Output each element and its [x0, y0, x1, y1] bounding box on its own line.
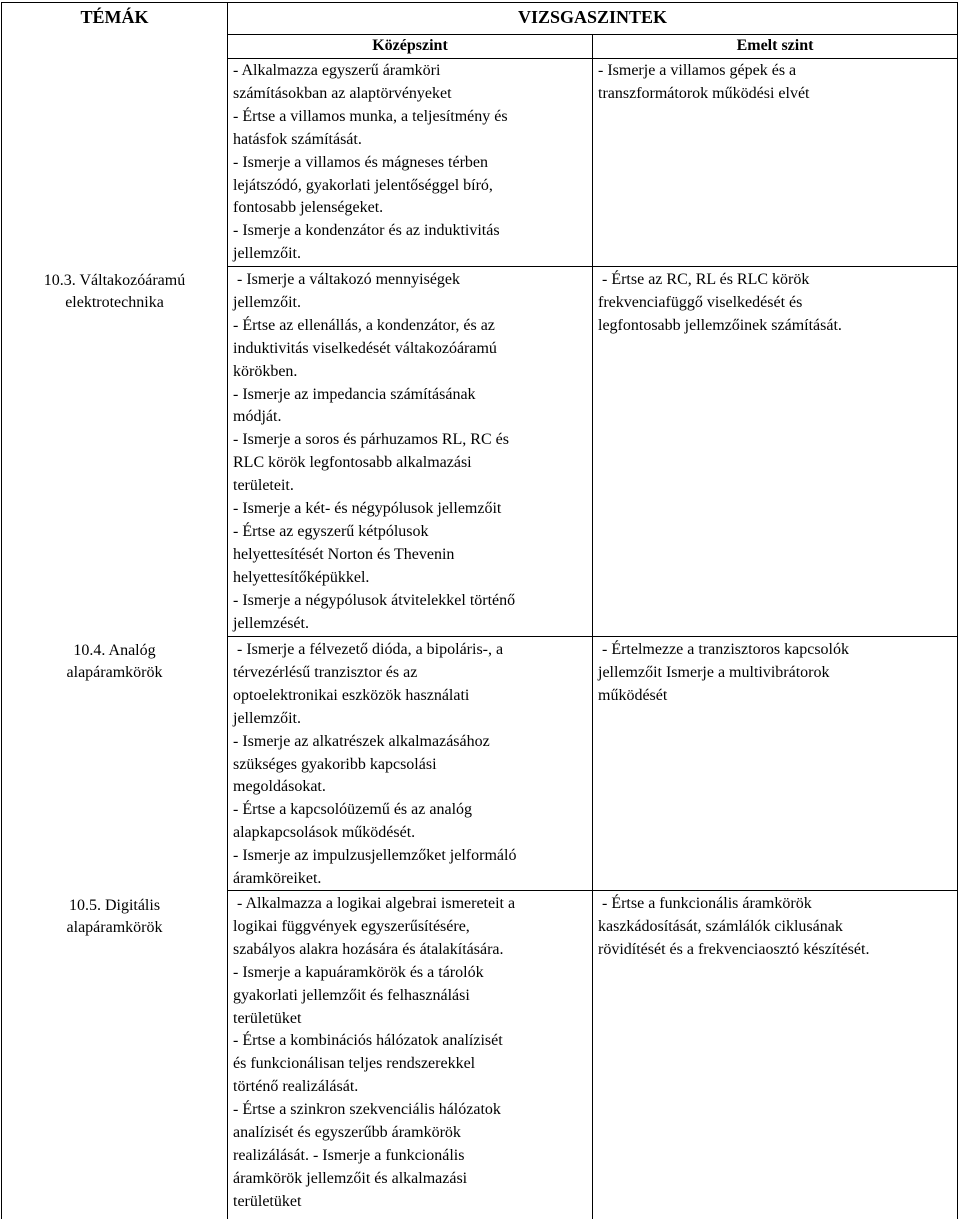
- header-divider: [227, 34, 958, 35]
- row-1-adv-level-text: - Ismerje a villamos gépek és a transzformátorok működési elvét: [598, 62, 810, 102]
- row-4-adv-level-text: - Értse a funkcionális áramkörök kaszkádosítását, számlálók ciklusának rövidítését és a frekvenciaosztó készítését.: [598, 895, 870, 958]
- exam-levels-header: VIZSGASZINTEK: [517, 7, 668, 27]
- adv-level-header: Emelt szint: [736, 37, 814, 54]
- row-1-mid-level-text: - Alkalmazza egyszerű áramköri számításokban az alaptörvényeket - Értse a villamos munka, a teljesítmény és hatásfok számítását. - Ismerje a villamos és mágneses térben lejátszódó, gyakorlati jelentőséggel bíró, fontosabb jelenségeket. - Ismerje a kondenzátor és az induktivitás jellemzőit.: [233, 62, 508, 263]
- topics-header: TÉMÁK: [80, 7, 149, 27]
- row-2-mid-level-text: - Ismerje a váltakozó mennyiségek jellemzőit. - Értse az ellenállás, a kondenzátor, és az induktivitás viselkedését váltakozóáramú körökben. - Ismerje az impedancia számításának módját. - Ismerje a soros és párhuzamos RL, RC és RLC körök legfontosabb alkalmazási területeit. - Ismerje a két- és négypólusok jellemzőit - Értse az egyszerű kétpólusok helyettesítését Norton és Thevenin helyettesítőképükkel. - Ismerje a négypólusok átvitelekkel történő jellemzését.: [233, 271, 516, 632]
- topic-10-5: 10.5. Digitális alapáramkörök: [66, 897, 163, 936]
- topic-10-4: 10.4. Analóg alapáramkörök: [66, 642, 163, 681]
- mid-level-header: Középszint: [372, 37, 448, 54]
- subheader-divider: [227, 58, 958, 59]
- column-divider-topics: [227, 2, 228, 1219]
- row-2-adv-level-text: - Értse az RC, RL és RLC körök frekvenciafüggő viselkedését és legfontosabb jellemzőinek számítását.: [598, 271, 842, 334]
- table-border-top: [1, 2, 958, 3]
- row-3-adv-level-text: - Értelmezze a tranzisztoros kapcsolók jellemzőit Ismerje a multivibrátorok működését: [598, 641, 849, 704]
- topic-10-3: 10.3. Váltakozóáramú elektrotechnika: [43, 272, 186, 311]
- row-divider-2: [227, 636, 958, 637]
- column-divider-levels: [592, 34, 593, 1219]
- row-3-mid-level-text: - Ismerje a félvezető dióda, a bipoláris-, a térvezérlésű tranzisztor és az optoelektronikai eszközök használati jellemzőit. - Ismerje az alkatrészek alkalmazásához szükséges gyakoribb kapcsolási megoldásokat. - Értse a kapcsolóüzemű és az analóg alapkapcsolások működését. - Ismerje az impulzusjellemzőket jelformáló áramköreiket.: [233, 641, 517, 888]
- row-4-mid-level-text: - Alkalmazza a logikai algebrai ismereteit a logikai függvények egyszerűsítésére, szabályos alakra hozására és átalakítására. - Ismerje a kapuáramkörök és a tárolók gyakorlati jellemzőit és felhasználási területüket - Értse a kombinációs hálózatok analízisét és funkcionálisan teljes rendszerekkel történő realizálását. - Értse a szinkron szekvenciális hálózatok analízisét és egyszerűbb áramkörök realizálását. - Ismerje a funkcionális áramkörök jellemzőit és alkalmazási területüket: [233, 895, 516, 1210]
- table-border-right: [957, 2, 958, 1219]
- table-border-left: [1, 2, 2, 1219]
